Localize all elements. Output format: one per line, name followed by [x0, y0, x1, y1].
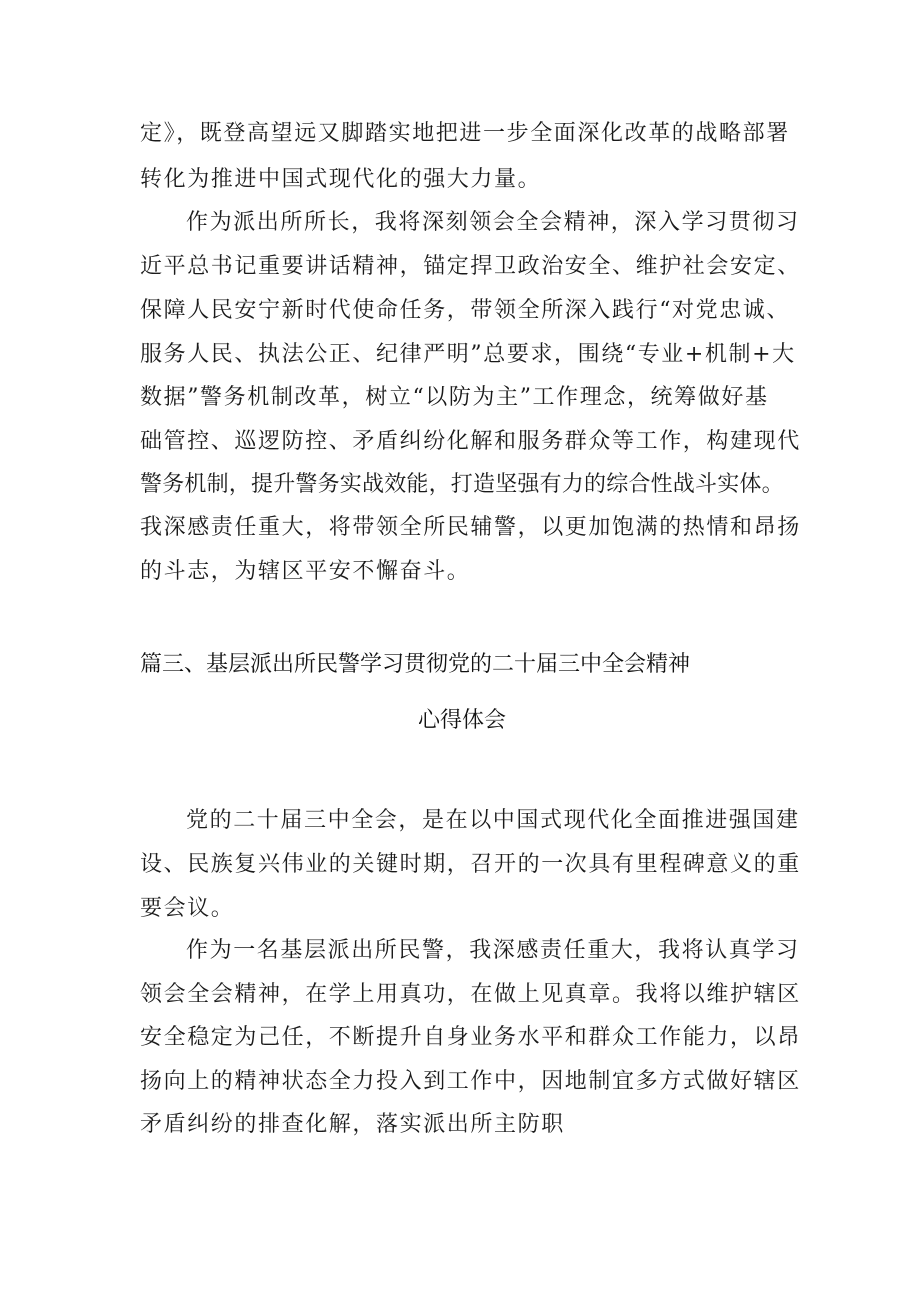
paragraph-line: 领会全会精神，在学上用真功，在做上见真章。我将以维护辖区	[140, 982, 801, 1007]
paragraph-line: 作为派出所所长，我将深刻领会全会精神，深入学习贯彻习	[186, 210, 800, 235]
paragraph-line: 我深感责任重大，将带领全所民辅警，以更加饱满的热情和昂扬	[140, 515, 801, 540]
paragraph-line: 警务机制，提升警务实战效能，打造坚强有力的综合性战斗实体。	[140, 472, 784, 497]
section-title: 篇三、基层派出所民警学习贯彻党的二十届三中全会精神	[140, 652, 691, 677]
paragraph-line: 础管控、巡逻防控、矛盾纠纷化解和服务群众等工作，构建现代	[140, 429, 801, 454]
paragraph-line: 数据”警务机制改革，树立“以防为主”工作理念，统筹做好基	[140, 385, 769, 410]
section-subtitle: 心得体会	[418, 708, 507, 733]
paragraph-line: 扬向上的精神状态全力投入到工作中，因地制宜多方式做好辖区	[140, 1069, 801, 1094]
paragraph-line: 设、民族复兴伟业的关键时期，召开的一次具有里程碑意义的重	[140, 852, 801, 877]
paragraph-line: 近平总书记重要讲话精神，锚定捍卫政治安全、维护社会安定、	[140, 254, 801, 279]
paragraph-line: 矛盾纠纷的排查化解，落实派出所主防职	[140, 1112, 565, 1137]
paragraph-line: 的斗志，为辖区平安不懈奋斗。	[140, 559, 471, 584]
paragraph-line: 定》，既登高望远又脚踏实地把进一步全面深化改革的战略部署	[140, 121, 790, 146]
paragraph-line: 安全稳定为己任，不断提升自身业务水平和群众工作能力，以昂	[140, 1025, 801, 1050]
paragraph-line: 服务人民、执法公正、纪律严明”总要求，围绕“专业+机制+大	[140, 342, 796, 367]
paragraph-line: 转化为推进中国式现代化的强大力量。	[140, 167, 542, 192]
paragraph-line: 要会议。	[140, 896, 235, 921]
paragraph-line: 党的二十届三中全会，是在以中国式现代化全面推进强国建	[186, 808, 800, 833]
paragraph-line: 保障人民安宁新时代使命任务，带领全所深入践行“对党忠诚、	[140, 298, 791, 323]
paragraph-line: 作为一名基层派出所民警，我深感责任重大，我将认真学习	[186, 938, 800, 963]
